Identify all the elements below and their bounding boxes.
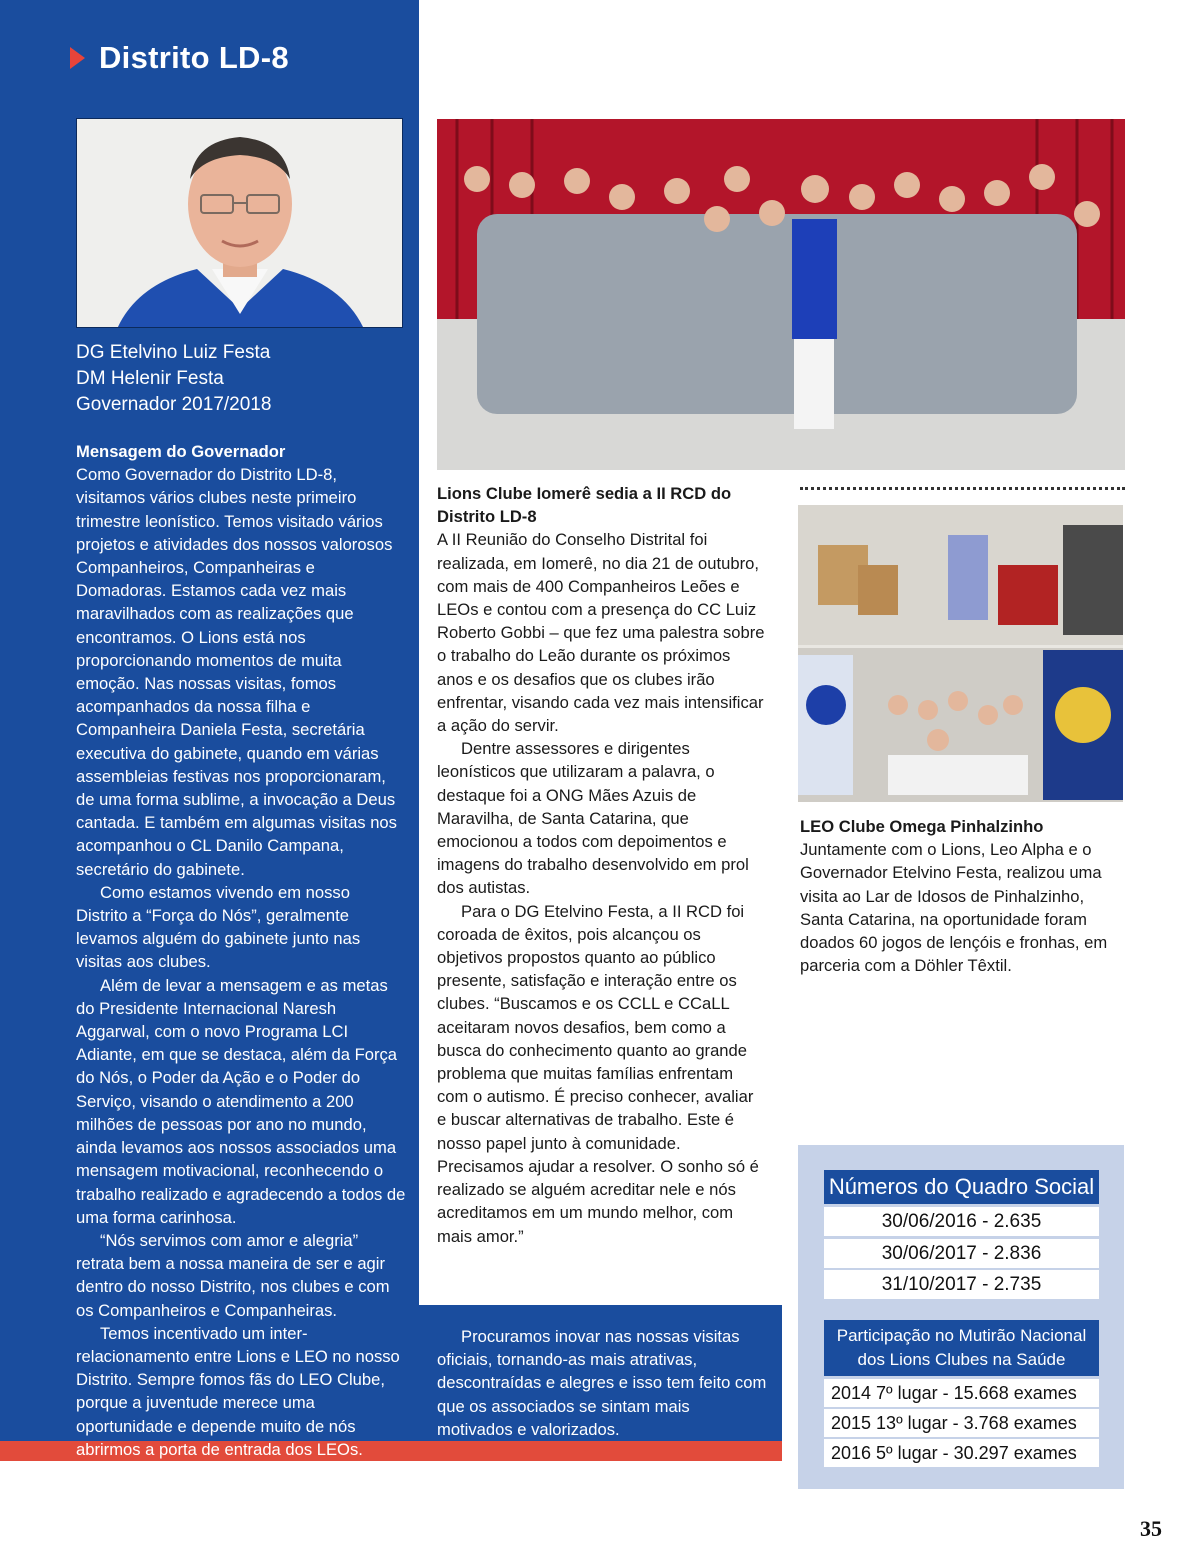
leo-article	[800, 815, 1130, 977]
group-photo	[437, 119, 1125, 470]
leo-article-text: Juntamente com o Lions, Leo Alpha e o Governador Etelvino Festa, realizou uma visita ao Lar de Idosos de Pinhalzinho, Santa Catarina, na oportunidade foram doados 60 jogos de lençóis e fronhas, em parceria com a Döhler Têxtil.	[800, 840, 1108, 976]
governor-caption	[76, 340, 271, 418]
leo-article-title: LEO Clube Omega Pinhalzinho	[800, 817, 1044, 836]
section-title: Distrito LD-8	[99, 40, 289, 75]
message-paragraph: Além de levar a mensagem e as metas do Presidente Internacional Naresh Aggarwal, com o novo Programa LCI Adiante, em que se destaca, além da Força do Nós, o Poder da Ação e o Poder do Serviço, visando o atendimento a 200 milhões de pessoas por ano no mundo, ainda levamos aos nossos associados uma mensagem motivacional, reconhecendo o trabalho realizado e agradecendo a todos de uma forma carinhosa.	[76, 975, 406, 1227]
group-photo-illustration	[437, 119, 1125, 470]
page-number: 35	[1140, 1516, 1162, 1541]
triangle-bullet-icon	[70, 47, 85, 69]
message-title: Mensagem do Governador	[76, 442, 286, 461]
governor-line: Governador 2017/2018	[76, 394, 272, 415]
mutirao-row: 2014 7º lugar - 15.668 exames	[824, 1379, 1099, 1407]
rcd-article-paragraph: Para o DG Etelvino Festa, a II RCD foi coroada de êxitos, pois alcançou os objetivos propostos quanto ao público presente, satisfação e interação entre os clubes. “Buscamos e os CCLL e CCaLL aceitaram novos desafios, bem como a busca do conhecimento quanto ao grande problema que muitas famílias enfrentam com o autismo. É preciso conhecer, avaliar e buscar alternativas de trabalho. Este é nosso papel junto à comunidade. Precisamos ajudar a resolver. O sonho só é realizado se alguém acreditar nele e nós acreditamos em um mundo melhor, com mais amor.”	[437, 901, 759, 1246]
rcd-article-paragraph: Dentre assessores e dirigentes leonísticos que utilizaram a palavra, o destaque foi a ONG Mães Azuis de Maravilha, de Santa Catarina, que emocionou a todos com depoimentos e imagens do trabalho desenvolvido em prol dos autistas.	[437, 739, 749, 898]
mutirao-title	[824, 1320, 1099, 1376]
message-continuation: Procuramos inovar nas nossas visitas oficiais, tornando-as mais atrativas, descontraídas e alegres e isso tem feito com que os associados se sintam mais motivados e valorizados.	[437, 1327, 767, 1439]
quadro-social-row: 31/10/2017 - 2.735	[824, 1270, 1099, 1300]
leo-photo-collage	[798, 505, 1123, 802]
quadro-social-row: 30/06/2016 - 2.635	[824, 1207, 1099, 1237]
mutirao-row: 2015 13º lugar - 3.768 exames	[824, 1409, 1099, 1437]
dotted-divider	[800, 487, 1125, 490]
quadro-social-title: Números do Quadro Social	[824, 1170, 1099, 1204]
rcd-article	[437, 482, 767, 1248]
rcd-article-title: Lions Clube Iomerê sedia a II RCD do Distrito LD-8	[437, 484, 732, 527]
governor-message	[76, 440, 406, 1461]
governor-portrait-illustration	[77, 119, 403, 328]
quadro-social-row: 30/06/2017 - 2.836	[824, 1239, 1099, 1269]
leo-photo-illustration	[798, 505, 1123, 802]
mutirao-title-line: dos Lions Clubes na Saúde	[857, 1350, 1066, 1369]
governor-line: DM Helenir Festa	[76, 368, 224, 389]
mutirao-row: 2016 5º lugar - 30.297 exames	[824, 1439, 1099, 1467]
governor-line: DG Etelvino Luiz Festa	[76, 342, 271, 363]
message-paragraph: Temos incentivado um inter-relacionamento entre Lions e LEO no nosso Distrito. Sempre fomos fãs do LEO Clube, porque a juventude merece uma oportunidade e depende muito de nós abrirmos a porta de entrada dos LEOs.	[76, 1323, 400, 1459]
message-paragraph: “Nós servimos com amor e alegria” retrata bem a nossa maneira de ser e agir dentro do nosso Distrito, nos clubes e com os Companheiros e Companheiras.	[76, 1230, 390, 1320]
section-heading	[70, 40, 289, 76]
message-paragraph: Como Governador do Distrito LD-8, visitamos vários clubes neste primeiro trimestre leonístico. Temos visitado vários projetos e atividades dos nossos valorosos Companheiros, Companheiras e Domadoras. Estamos cada vez mais maravilhados com as realizações que encontramos. O Lions está nos proporcionando momentos de muita emoção. Nas nossas visitas, fomos acompanhados da nossa filha e Companheira Daniela Festa, secretária executiva do gabinete, quando em várias assembleias festivas nos proporcionaram, de uma forma sublime, a invocação a Deus cantada. E também em algumas visitas nos acompanhou o CL Danilo Campana, secretário do gabinete.	[76, 465, 397, 879]
governor-portrait	[76, 118, 403, 328]
mutirao-title-line: Participação no Mutirão Nacional	[836, 1326, 1087, 1345]
rcd-article-paragraph: A II Reunião do Conselho Distrital foi realizada, em Iomerê, no dia 21 de outubro, com mais de 400 Companheiros Leões e LEOs e contou com a presença do CC Luiz Roberto Gobbi – que fez uma palestra sobre o trabalho do Leão durante os próximos anos e os desafios que os clubes irão enfrentar, visando cada vez mais intensificar a ação do servir.	[437, 530, 765, 736]
message-paragraph: Como estamos vivendo em nosso Distrito a “Força do Nós”, geralmente levamos alguém do gabinete junto nas visitas aos clubes.	[76, 882, 361, 972]
